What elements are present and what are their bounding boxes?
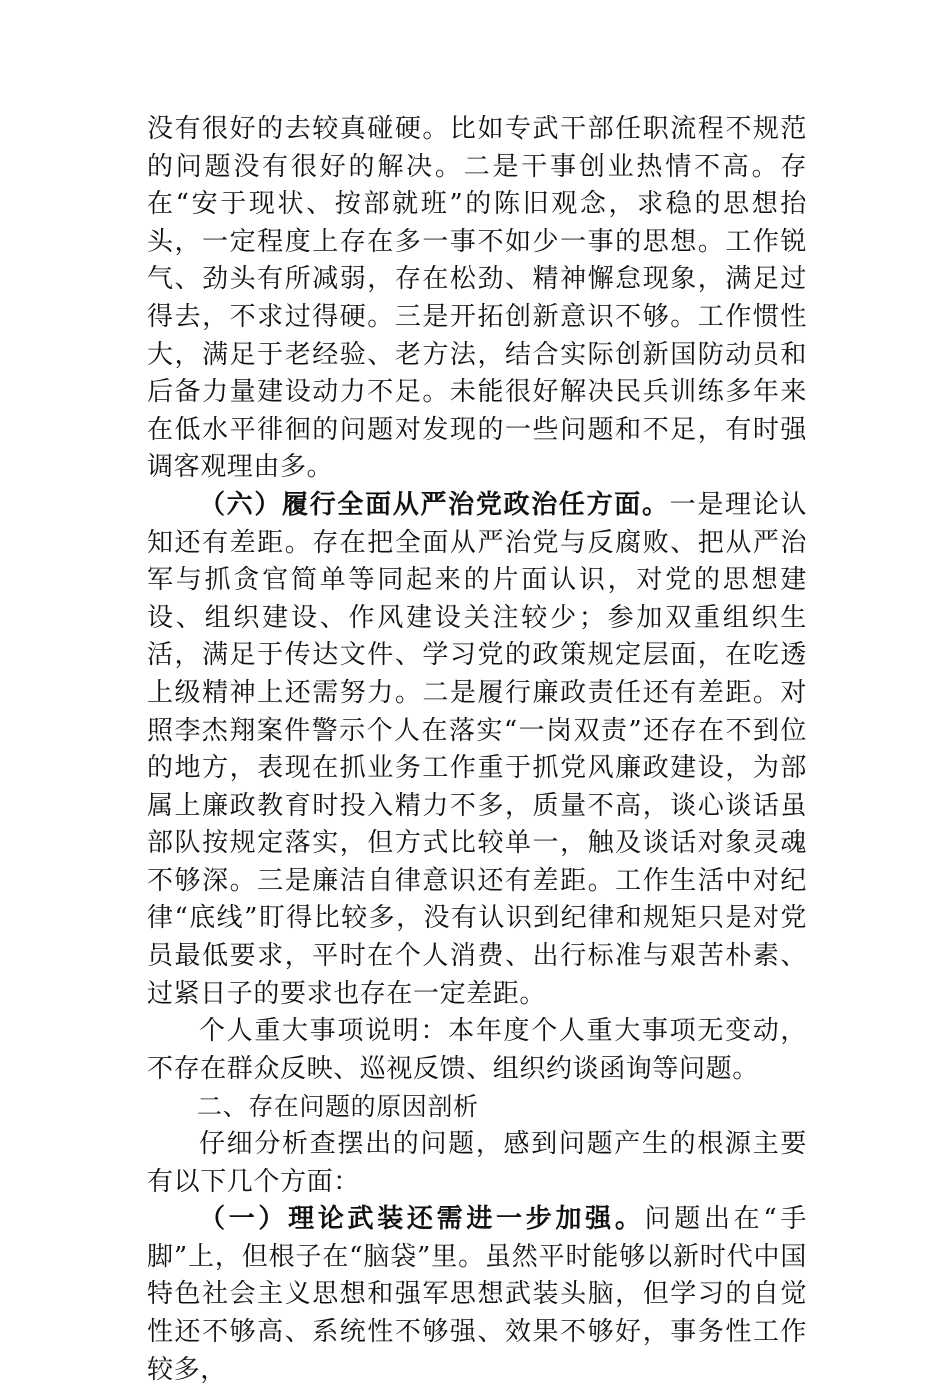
paragraph-5 xyxy=(147,1201,807,1389)
section-heading: 二、存在问题的原因剖析 xyxy=(197,1092,479,1122)
paragraph-1-text: 没有很好的去较真碰硬。比如专武干部任职流程不规范的问题没有很好的解决。二是干事创业热情不高。存在“安于现状、按部就班”的陈旧观念，求稳的思想抬头，一定程度上存在多一事不如少一事的思想。工作锐气、劲头有所减弱，存在松劲、精神懈怠现象，满足过得去，不求过得硬。三是开拓创新意识不够。工作惯性大，满足于老经验、老方法，结合实际创新国防动员和后备力量建设动力不足。未能很好解决民兵训练多年来在低水平徘徊的问题对发现的一些问题和不足，有时强调客观理由多。 xyxy=(147,114,807,483)
paragraph-4-text: 仔细分析查摆出的问题，感到问题产生的根源主要有以下几个方面： xyxy=(147,1129,807,1197)
paragraph-3-text: 个人重大事项说明：本年度个人重大事项无变动，不存在群众反映、巡视反馈、组织约谈函询等问题。 xyxy=(147,1016,807,1084)
paragraph-5-bold-lead: （一）理论武装还需进一步加强。 xyxy=(199,1204,645,1235)
paragraph-2-bold-lead: （六）履行全面从严治党政治任方面。 xyxy=(199,489,670,520)
paragraph-2-text: 一是理论认知还有差距。存在把全面从严治党与反腐败、把从严治军与抓贪官简单等同起来的片面认识，对党的思想建设、组织建设、作风建设关注较少；参加双重组织生活，满足于传达文件、学习党的政策规定层面，在吃透上级精神上还需努力。二是履行廉政责任还有差距。对照李杰翔案件警示个人在落实“一岗双责”还存在不到位的地方，表现在抓业务工作重于抓党风廉政建设，为部属上廉政教育时投入精力不多，质量不高，谈心谈话虽部队按规定落实，但方式比较单一，触及谈话对象灵魂不够深。三是廉洁自律意识还有差距。工作生活中对纪律“底线”盯得比较多，没有认识到纪律和规矩只是对党员最低要求，平时在个人消费、出行标准与艰苦朴素、过紧日子的要求也存在一定差距。 xyxy=(147,489,807,1009)
paragraph-3 xyxy=(147,1013,807,1088)
paragraph-1 xyxy=(147,111,807,487)
document-page xyxy=(147,111,807,1389)
paragraph-4 xyxy=(147,1126,807,1201)
paragraph-5-text: 问题出在“手脚”上，但根子在“脑袋”里。虽然平时能够以新时代中国特色社会主义思想和强军思想武装头脑，但学习的自觉性还不够高、系统性不够强、效果不够好，事务性工作较多， xyxy=(147,1204,807,1385)
paragraph-2 xyxy=(147,487,807,1013)
